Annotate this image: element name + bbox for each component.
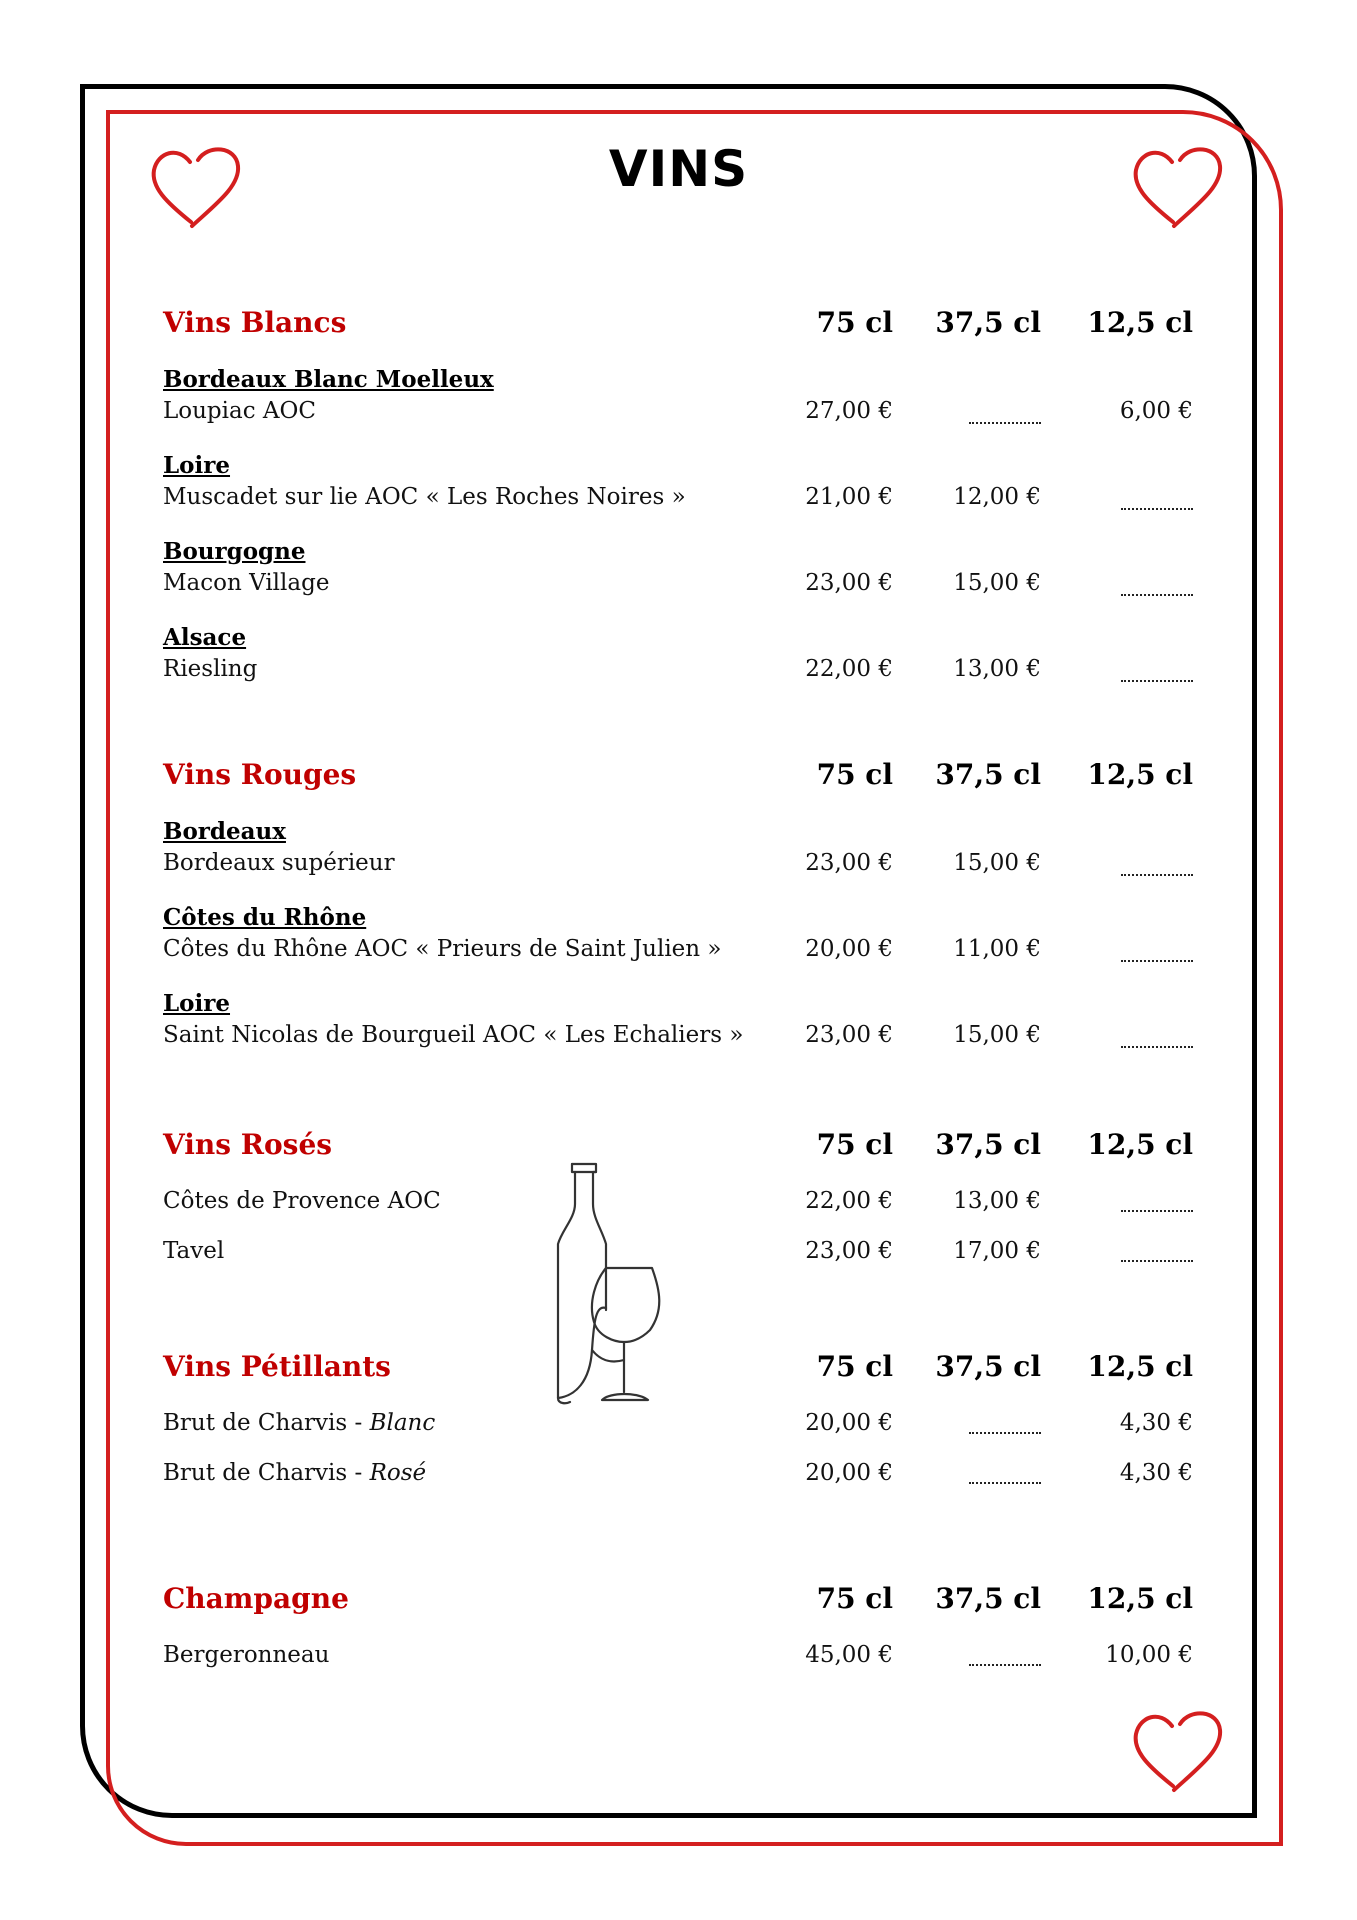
region-label: Côtes du Rhône [163,904,367,931]
page-title: VINS [608,140,749,198]
col-header-37cl: 37,5 cl [935,1582,1041,1615]
price-unavailable [969,1482,1041,1484]
col-header-12cl: 12,5 cl [1087,758,1193,791]
price-unavailable [1121,680,1193,682]
section-title: Champagne [163,1582,349,1615]
region-label: Bordeaux [163,818,286,845]
wine-item [163,1460,1193,1494]
price-75cl: 20,00 € [805,1460,893,1486]
section-title: Vins Rouges [163,758,357,791]
wine-name: Bordeaux supérieur [163,850,395,876]
section-header [163,1582,1193,1626]
wine-item [163,990,1193,1060]
section-title: Vins Pétillants [163,1350,391,1383]
wine-name: Côtes du Rhône AOC « Prieurs de Saint Julien » [163,936,722,962]
price-75cl: 20,00 € [805,1410,893,1436]
wine-style: Blanc [369,1410,436,1436]
col-header-75cl: 75 cl [816,306,893,339]
price-12cl: 4,30 € [1119,1410,1193,1436]
wine-name: Tavel [163,1238,225,1264]
price-unavailable [1121,874,1193,876]
heart-icon [146,142,246,232]
wine-item [163,624,1193,694]
price-37cl: 13,00 € [953,1188,1041,1214]
price-75cl: 27,00 € [805,398,893,424]
col-header-12cl: 12,5 cl [1087,1350,1193,1383]
price-37cl: 17,00 € [953,1238,1041,1264]
price-unavailable [969,1432,1041,1434]
col-header-37cl: 37,5 cl [935,1350,1041,1383]
wine-name-text: Brut de Charvis - [163,1410,370,1436]
price-75cl: 23,00 € [805,570,893,596]
price-unavailable [1121,1260,1193,1262]
col-header-12cl: 12,5 cl [1087,1582,1193,1615]
wine-name: Bergeronneau [163,1642,330,1668]
heart-icon [1128,142,1228,232]
wine-item [163,1642,1193,1676]
col-header-75cl: 75 cl [816,1582,893,1615]
wine-name: Côtes de Provence AOC [163,1188,441,1214]
price-unavailable [1121,1210,1193,1212]
col-header-37cl: 37,5 cl [935,306,1041,339]
wine-item [163,538,1193,608]
price-75cl: 23,00 € [805,850,893,876]
wine-bottle-glass-illustration [540,1160,680,1410]
col-header-12cl: 12,5 cl [1087,306,1193,339]
section-vins-blancs [163,306,1193,694]
price-75cl: 23,00 € [805,1022,893,1048]
wine-item [163,366,1193,436]
region-label: Loire [163,452,231,479]
region-label: Bourgogne [163,538,306,565]
section-title: Vins Blancs [163,306,347,339]
price-12cl: 10,00 € [1105,1642,1193,1668]
wine-item [163,1410,1193,1444]
col-header-37cl: 37,5 cl [935,758,1041,791]
col-header-75cl: 75 cl [816,758,893,791]
price-37cl: 12,00 € [953,484,1041,510]
col-header-75cl: 75 cl [816,1350,893,1383]
price-37cl: 15,00 € [953,850,1041,876]
wine-name: Muscadet sur lie AOC « Les Roches Noires » [163,484,686,510]
price-75cl: 20,00 € [805,936,893,962]
wine-name [163,1460,426,1486]
price-37cl: 15,00 € [953,570,1041,596]
wine-name: Saint Nicolas de Bourgueil AOC « Les Echaliers » [163,1022,744,1048]
region-label: Alsace [163,624,247,651]
section-title: Vins Rosés [163,1128,333,1161]
price-75cl: 23,00 € [805,1238,893,1264]
wine-item [163,452,1193,522]
wine-style: Rosé [369,1460,427,1486]
wine-name: Loupiac AOC [163,398,316,424]
section-header [163,306,1193,350]
heart-icon [1128,1706,1228,1796]
price-unavailable [969,422,1041,424]
price-unavailable [1121,1046,1193,1048]
price-unavailable [1121,508,1193,510]
region-label: Loire [163,990,231,1017]
wine-name [163,1410,435,1436]
price-75cl: 21,00 € [805,484,893,510]
col-header-75cl: 75 cl [816,1128,893,1161]
price-37cl: 15,00 € [953,1022,1041,1048]
price-37cl: 13,00 € [953,656,1041,682]
section-vins-rouges [163,758,1193,1060]
wine-item [163,904,1193,974]
price-37cl: 11,00 € [953,936,1041,962]
wine-name: Macon Village [163,570,330,596]
wine-item [163,818,1193,888]
region-label: Bordeaux Blanc Moelleux [163,366,494,393]
section-header [163,758,1193,802]
price-75cl: 45,00 € [805,1642,893,1668]
section-champagne [163,1582,1193,1676]
price-unavailable [1121,594,1193,596]
wine-name-text: Brut de Charvis - [163,1460,370,1486]
col-header-12cl: 12,5 cl [1087,1128,1193,1161]
price-12cl: 6,00 € [1119,398,1193,424]
price-unavailable [969,1664,1041,1666]
price-75cl: 22,00 € [805,1188,893,1214]
price-unavailable [1121,960,1193,962]
col-header-37cl: 37,5 cl [935,1128,1041,1161]
price-12cl: 4,30 € [1119,1460,1193,1486]
price-75cl: 22,00 € [805,656,893,682]
wine-name: Riesling [163,656,258,682]
